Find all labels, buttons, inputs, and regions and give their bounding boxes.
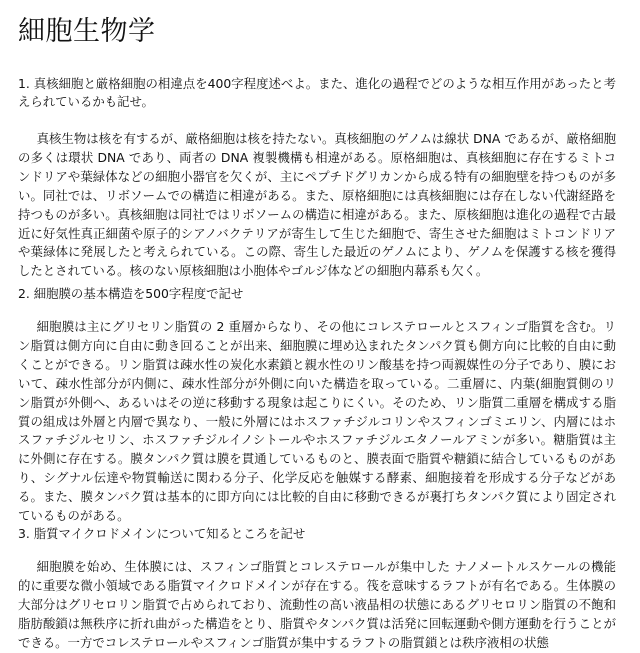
question-3: 3. 脂質マイクロドメインについて知るところを記せ bbox=[18, 526, 306, 541]
question-2: 2. 細胞膜の基本構造を500字程度で記せ bbox=[18, 286, 244, 301]
answer-1: 真核生物は核を有するが、厳格細胞は核を持たない。真核細胞のゲノムは線状 DNA であるが、厳格細胞の多くは環状 DNA であり、両者の DNA 複製機構も相違がある。原格細胞は、真核細胞に存在するミトコンドリアや葉緑体などの細胞小器官を欠くが、主にペプチドグリカンから成る特有の細胞壁を持つものが多い。同社では、リボソームでの構造に相違がある。また、原格細胞には真核細胞には存在しない代謝経路を持つものが多い。真核細胞は同社ではリボソームの構造に相違がある。また、原核細胞は進化の過程で古最近に好気性真正細菌や原子的シアノバクテリアが寄生して生じた細胞で、寄生させた細胞はミトコンドリアや葉緑体に発展したと考えられている。この際、寄生した最近のゲノムにより、ゲノムを保護する核を獲得したとされている。核のない原核細胞は小胞体やゴルジ体などの細胞内幕系も欠く。 bbox=[18, 131, 616, 279]
page-title: 細胞生物学 bbox=[18, 16, 156, 47]
answer-2: 細胞膜は主にグリセリン脂質の 2 重層からなり、その他にコレステロールとスフィンゴ脂質を含む。リン脂質は側方向に自由に動き回ることが出来、細胞膜に埋め込まれたタンパク質も側方向に比較的自由に動くことができる。リン脂質は疎水性の炭化水素鎖と親水性のリン酸基を持つ両親媒性の分子であり、膜において、疎水性部分が内側に、疎水性部分が外側に向いた構造を取っている。二重層に、内葉(細胞質側のリン脂質が外側へ、あるいはその逆に移動する現象は起こりにくい。そのため、リン脂質二重層を構成する脂質の組成は外層と内層で異なり、一般に外層にはホスファチジルコリンやスフィンゴミエリン、内層にはホスファチジルセリン、ホスファチジルイノシトールやホスファチジルエタノールアミンが多い。糖脂質は主に外側に存在する。膜タンパク質は膜を貫通しているものと、膜表面で脂質や糖鎖に結合しているものがあり、シグナル伝達や物質輸送に関わる分子、化学反応を触媒する酵素、細胞接着を形成する分子などがある。また、膜タンパク質は基本的に即方向には比較的自由に移動できるが裏打ちタンパク質により固定されているものがある。 bbox=[18, 319, 616, 524]
answer-3: 細胞膜を始め、生体膜には、スフィンゴ脂質とコレステロールが集中した ナノメートルスケールの機能的に重要な微小領域である脂質マイクロドメインが存在する。筏を意味するラフトが有名である。生体膜の大部分はグリセロリン脂質で占められており、流動性の高い液晶相の状態にあるグリセロリン脂質の不飽和脂肪酸鎖は無秩序に折れ曲がった構造をとり、脂質やタンパク質は活発に回転運動や側方運動を行うことができる。一方でコレステロールやスフィンゴ脂質が集中するラフトの脂質鎖とは秩序液相の状態 bbox=[18, 559, 616, 650]
question-1: 1. 真核細胞と厳格細胞の相違点を400字程度述べよ。また、進化の過程でどのような相互作用があったと考えられているかも記せ。 bbox=[18, 76, 616, 109]
